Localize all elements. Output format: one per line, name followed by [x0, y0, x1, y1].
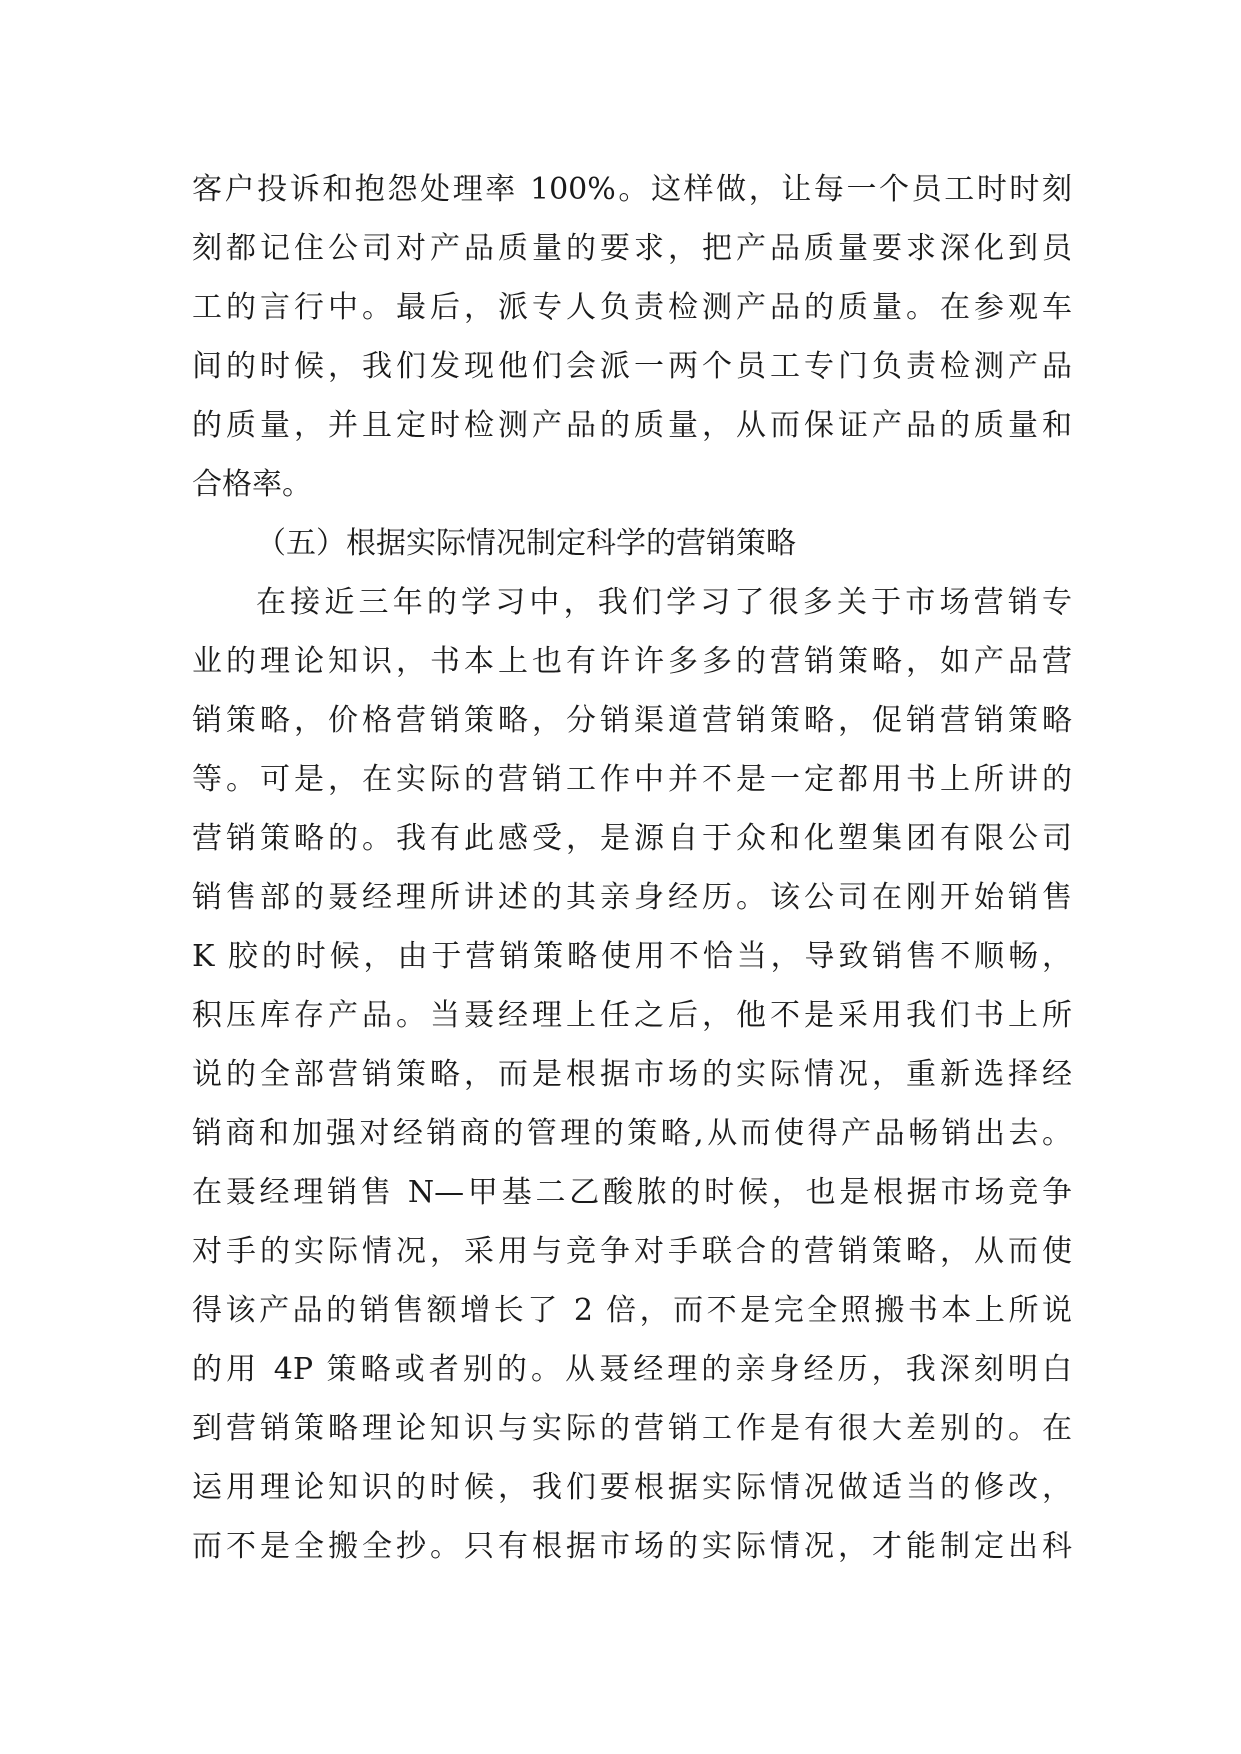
text-line: 销售部的聂经理所讲述的其亲身经历。该公司在刚开始销售 [192, 880, 1072, 915]
paragraph-1 [192, 160, 1072, 514]
text-line: 间的时候，我们发现他们会派一两个员工专门负责检测产品 [192, 349, 1072, 384]
text-line: 营销策略的。我有此感受，是源自于众和化塑集团有限公司 [192, 821, 1072, 856]
text-line: 而不是全搬全抄。只有根据市场的实际情况，才能制定出科 [192, 1529, 1072, 1564]
text-line: 客户投诉和抱怨处理率 100%。这样做，让每一个员工时时刻 [192, 172, 1072, 207]
text-line: 运用理论知识的时候，我们要根据实际情况做适当的修改， [192, 1470, 1072, 1505]
paragraph-2 [192, 573, 1072, 1576]
text-line: K 胶的时候，由于营销策略使用不恰当，导致销售不顺畅， [192, 939, 1072, 974]
text-line: 积压库存产品。当聂经理上任之后，他不是采用我们书上所 [192, 998, 1072, 1033]
text-line: 销策略，价格营销策略，分销渠道营销策略，促销营销策略 [192, 703, 1072, 738]
text-line: 的质量，并且定时检测产品的质量，从而保证产品的质量和 [192, 408, 1072, 443]
text-line: 在聂经理销售 N—甲基二乙酸脓的时候，也是根据市场竞争 [192, 1175, 1072, 1210]
body-text [192, 160, 1072, 1576]
text-line: 对手的实际情况，采用与竞争对手联合的营销策略，从而使 [192, 1234, 1072, 1269]
text-line: 的用 4P 策略或者别的。从聂经理的亲身经历，我深刻明白 [192, 1352, 1072, 1387]
text-line: 销商和加强对经销商的管理的策略,从而使得产品畅销出去。 [192, 1116, 1072, 1151]
text-line: 得该产品的销售额增长了 2 倍，而不是完全照搬书本上所说 [192, 1293, 1072, 1328]
section-heading: （五）根据实际情况制定科学的营销策略 [256, 526, 796, 561]
text-line: 在接近三年的学习中，我们学习了很多关于市场营销专 [256, 585, 1072, 620]
text-line: 业的理论知识，书本上也有许许多多的营销策略，如产品营 [192, 644, 1072, 679]
text-line: 刻都记住公司对产品质量的要求，把产品质量要求深化到员 [192, 231, 1072, 266]
text-line: 等。可是，在实际的营销工作中并不是一定都用书上所讲的 [192, 762, 1072, 797]
text-line: 合格率。 [192, 467, 312, 502]
text-line: 工的言行中。最后，派专人负责检测产品的质量。在参观车 [192, 290, 1072, 325]
text-line: 到营销策略理论知识与实际的营销工作是有很大差别的。在 [192, 1411, 1072, 1446]
text-line: 说的全部营销策略，而是根据市场的实际情况，重新选择经 [192, 1057, 1072, 1092]
